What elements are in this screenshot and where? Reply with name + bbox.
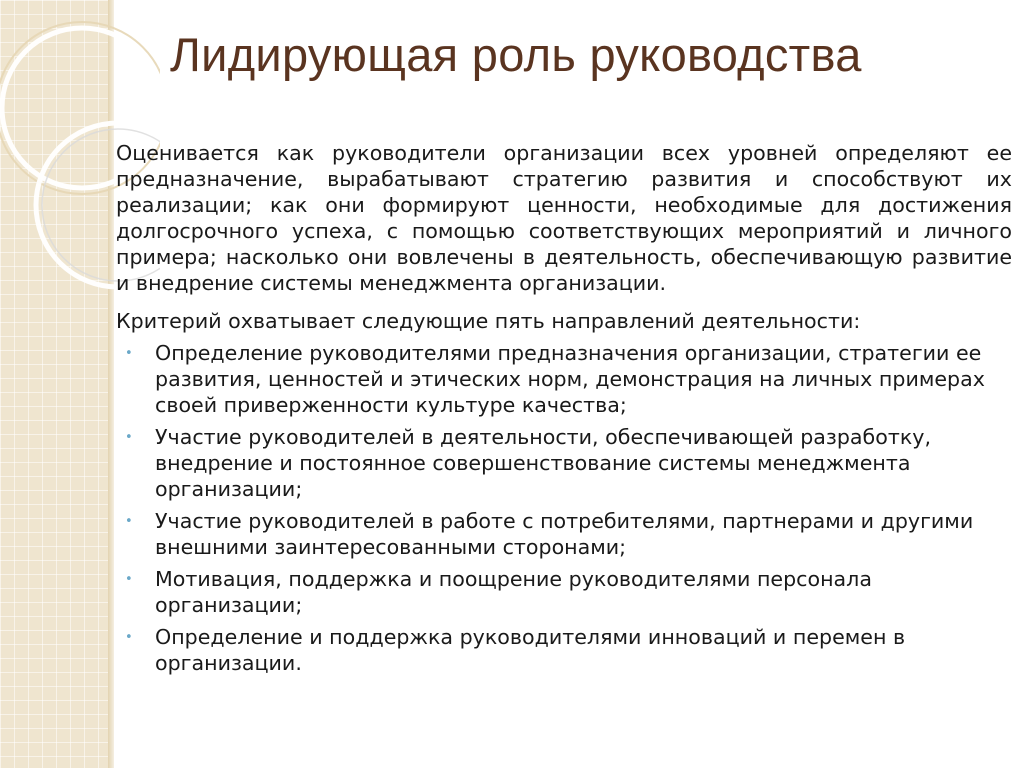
bullet-icon: • — [125, 430, 133, 445]
intro-paragraph: Оценивается как руководители организации всех уровней определяют ее предназначение, вырабатывают стратегию развития и способствуют их реализации; как они формируют ценности, необходимые для достижения долгосрочного успеха, с помощью соответствующих мероприятий и личного примера; насколько они вовлечены в деятельность, обеспечивающую развитие и внедрение системы менеджмента организации. — [116, 141, 1012, 295]
list-item — [116, 566, 1012, 618]
criteria-list — [116, 340, 1012, 676]
bullet-icon: • — [125, 346, 133, 361]
list-item — [116, 624, 1012, 676]
slide-title: Лидирующая роль руководства — [170, 28, 862, 81]
list-item-text: Определение и поддержка руководителями инноваций и перемен в организации. — [155, 625, 906, 675]
list-item — [116, 508, 1012, 560]
slide-body — [116, 140, 1012, 682]
bullet-icon: • — [125, 514, 133, 529]
list-item-text: Участие руководителей в работе с потребителями, партнерами и другими внешними заинтересованными сторонами; — [155, 509, 974, 559]
list-item-text: Определение руководителями предназначения организации, стратегии ее развития, ценностей и этических норм, демонстрация на личных примерах своей приверженности культуре качества; — [155, 341, 985, 417]
bullet-icon: • — [125, 630, 133, 645]
list-item — [116, 340, 1012, 418]
criteria-lead: Критерий охватывает следующие пять направлений деятельности: — [116, 309, 861, 333]
list-item — [116, 424, 1012, 502]
bullet-icon: • — [125, 572, 133, 587]
list-item-text: Мотивация, поддержка и поощрение руководителями персонала организации; — [155, 567, 872, 617]
list-item-text: Участие руководителей в деятельности, обеспечивающей разработку, внедрение и постоянное совершенствование системы менеджмента организации; — [155, 425, 932, 501]
